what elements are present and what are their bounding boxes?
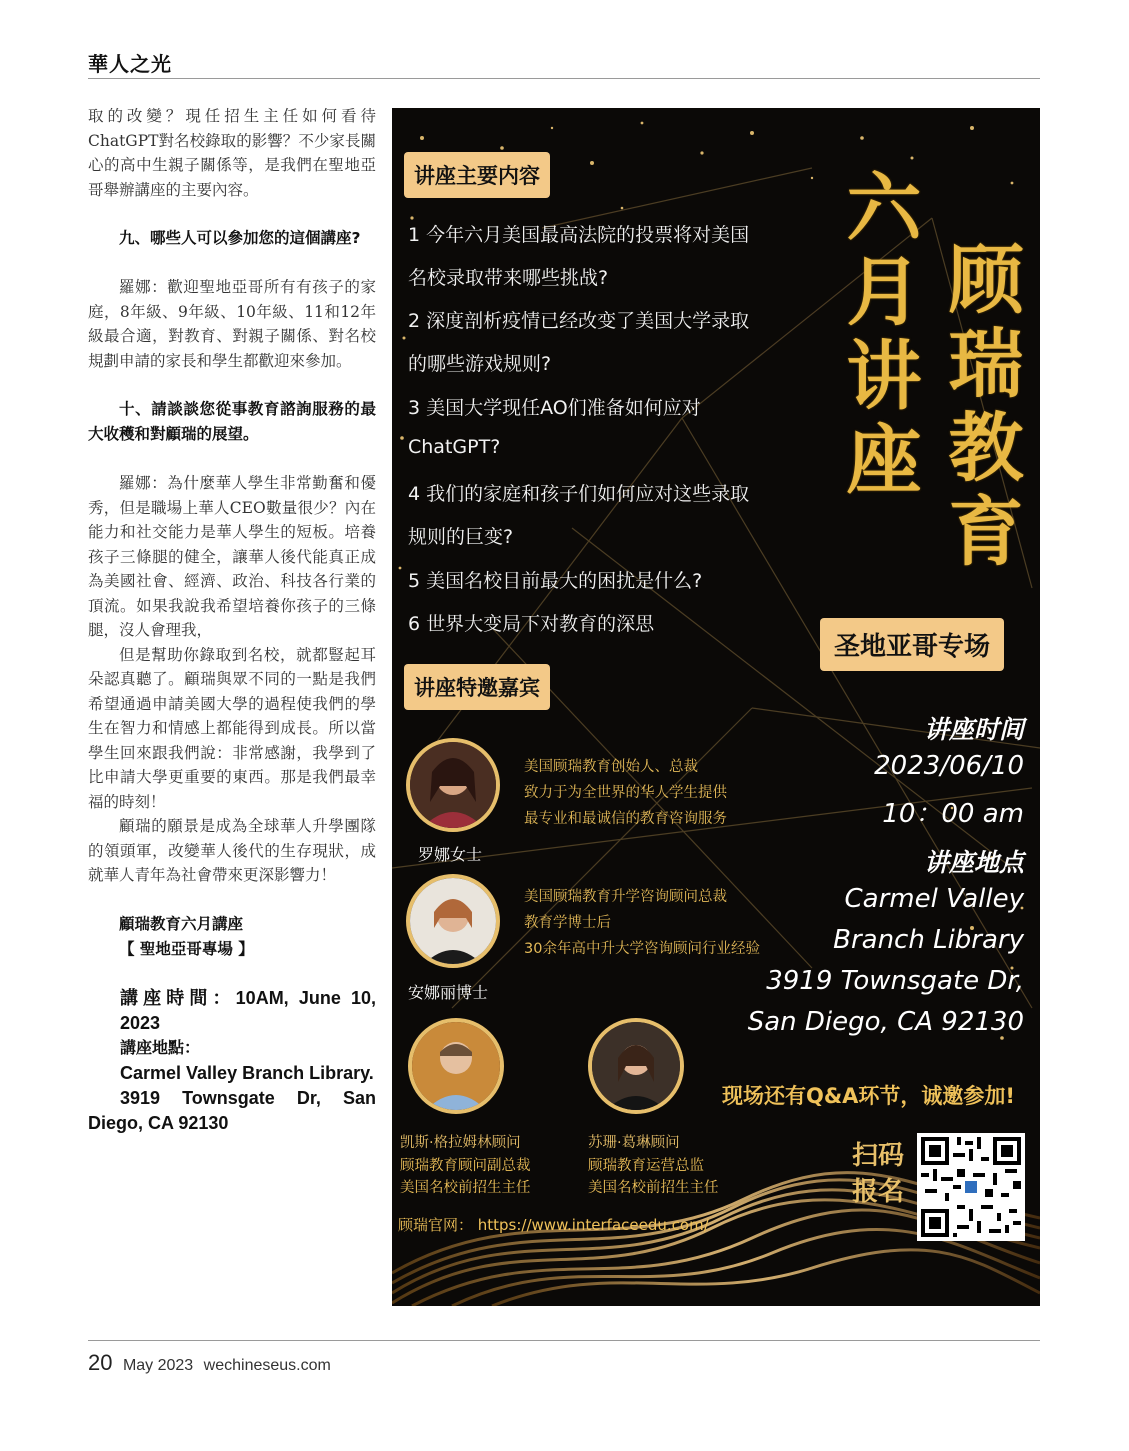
event-poster bbox=[392, 108, 1040, 1306]
event-subtitle: 【 聖地亞哥專場 】 bbox=[119, 939, 254, 958]
qa-invite: 现场还有Q&A环节，诚邀参加! bbox=[722, 1084, 1015, 1108]
address-line: 3919 Townsgate Dr, bbox=[766, 966, 1024, 996]
guest-bio: 美国顾瑞教育创始人、总裁 致力于为全世界的华人学生提供 最专业和最诚信的教育咨询服务 bbox=[524, 759, 727, 827]
guest-name: 安娜丽博士 bbox=[408, 983, 489, 1002]
question-heading: 十、請談談您從事教育諮詢服務的最大收穫和對顧瑞的展望。 bbox=[88, 400, 376, 443]
event-place-label: 講座地點： bbox=[120, 1039, 201, 1057]
topic-line: 1 今年六月美国最高法院的投票将对美国 bbox=[408, 224, 750, 246]
guest-photo bbox=[408, 1018, 504, 1114]
footer-divider bbox=[88, 1340, 1040, 1341]
article-paragraph: 取的改變？現任招生主任如何看待ChatGPT對名校錄取的影響？不少家長關心的高中生親子關係等，是我們在聖地亞哥舉辦講座的主要內容。 bbox=[88, 107, 376, 199]
guests-tag: 讲座特邀嘉宾 bbox=[404, 664, 550, 710]
topic-line: 规则的巨变? bbox=[408, 526, 514, 548]
article-paragraph: 羅娜：為什麼華人學生非常勤奮和優秀，但是職場上華人CEO數量很少？內在能力和社交能力是華人學生的短板。培養孩子三條腿的健全，讓華人後代能真正成為美國社會、經濟、政治、科技各行業的頂流。如果我說我希望培養你孩子的三條腿，沒人會理我， bbox=[88, 474, 376, 639]
venue-tag: 圣地亚哥专场 bbox=[820, 618, 1004, 671]
guest-name: 苏珊·葛琳顾问 bbox=[588, 1135, 680, 1151]
guest-name: 凯斯·格拉姆林顾问 bbox=[400, 1135, 521, 1151]
time-label: 讲座时间 bbox=[923, 715, 1024, 744]
website-link[interactable]: 顾瑞官网： https://www.interfaceedu.com/ bbox=[398, 1216, 709, 1234]
event-date: 2023/06/10 bbox=[874, 751, 1024, 781]
place-label: 讲座地点 bbox=[923, 848, 1024, 877]
topic-line: 名校录取带来哪些挑战? bbox=[408, 267, 609, 289]
guest-bio: 顾瑞教育顾问副总裁 美国名校前招生主任 bbox=[400, 1158, 531, 1196]
content-tag: 讲座主要内容 bbox=[404, 152, 550, 198]
guest-bio: 顾瑞教育运营总监 美国名校前招生主任 bbox=[588, 1158, 719, 1196]
topic-line: ChatGPT? bbox=[408, 436, 501, 458]
event-title: 顧瑞教育六月講座 bbox=[119, 914, 244, 933]
topic-line: 2 深度剖析疫情已经改变了美国大学录取 bbox=[408, 310, 750, 332]
event-time: 10：00 am bbox=[882, 799, 1024, 829]
guest-photo bbox=[406, 738, 500, 832]
event-time: 講座時間：10AM, June 10, 2023 bbox=[120, 987, 376, 1033]
event-address: 3919 Townsgate Dr, San Diego, CA 92130 bbox=[88, 1087, 376, 1133]
poster-title-col-1: 六 月 讲 座 bbox=[846, 164, 922, 504]
guest-bio: 美国顾瑞教育升学咨询顾问总裁 教育学博士后 30余年高中升大学咨询顾问行业经验 bbox=[524, 889, 760, 957]
issue-date: May 2023 bbox=[122, 1357, 194, 1374]
topic-line: 3 美国大学现任AO们准备如何应对 bbox=[408, 397, 701, 419]
place-line: Carmel Valley bbox=[844, 884, 1024, 914]
site-name: wechineseus.com bbox=[203, 1357, 331, 1374]
article-paragraph: 顧瑞的願景是成為全球華人升學團隊的領頭軍，改變華人後代的生存現狀，成就華人青年為社會帶來更深影響力！ bbox=[88, 817, 376, 884]
poster-title-col-2: 顾 瑞 教 育 bbox=[948, 236, 1024, 576]
page-number: 20 bbox=[88, 1350, 113, 1375]
topic-line: 6 世界大变局下对教育的深思 bbox=[408, 613, 655, 635]
guest-name: 罗娜女士 bbox=[418, 845, 483, 864]
qr-code[interactable] bbox=[917, 1133, 1025, 1241]
guest-photo bbox=[406, 874, 500, 968]
address-line: San Diego, CA 92130 bbox=[747, 1007, 1024, 1037]
masthead-title: 華人之光 bbox=[88, 52, 172, 76]
scan-register-label: 扫码 报名 bbox=[852, 1141, 905, 1207]
question-heading: 九、哪些人可以參加您的這個講座? bbox=[119, 229, 361, 247]
article-column bbox=[88, 104, 376, 1136]
article-paragraph: 但是幫助你錄取到名校，就都豎起耳朵認真聽了。顧瑞與眾不同的一點是我們希望通過申請美國大學的過程使我們的學生在智力和情感上都能得到成長。所以當學生回來跟我們說：非常感謝，我學到了比申請大學更重要的東西。那是我們最幸福的時刻！ bbox=[88, 645, 376, 811]
topic-line: 4 我们的家庭和孩子们如何应对这些录取 bbox=[408, 483, 750, 505]
guest-photo bbox=[588, 1018, 684, 1114]
topic-line: 5 美国名校目前最大的困扰是什么? bbox=[408, 570, 703, 592]
footer bbox=[88, 1350, 331, 1376]
place-line: Branch Library bbox=[833, 925, 1024, 955]
event-place-name: Carmel Valley Branch Library. bbox=[120, 1062, 374, 1083]
header-divider bbox=[88, 78, 1040, 79]
topic-line: 的哪些游戏规则? bbox=[408, 353, 552, 375]
article-paragraph: 羅娜：歡迎聖地亞哥所有有孩子的家庭，8年級、9年級、10年級、11和12年級最合適，對教育、對親子關係、對名校規劃申請的家長和學生都歡迎來參加。 bbox=[88, 278, 376, 370]
